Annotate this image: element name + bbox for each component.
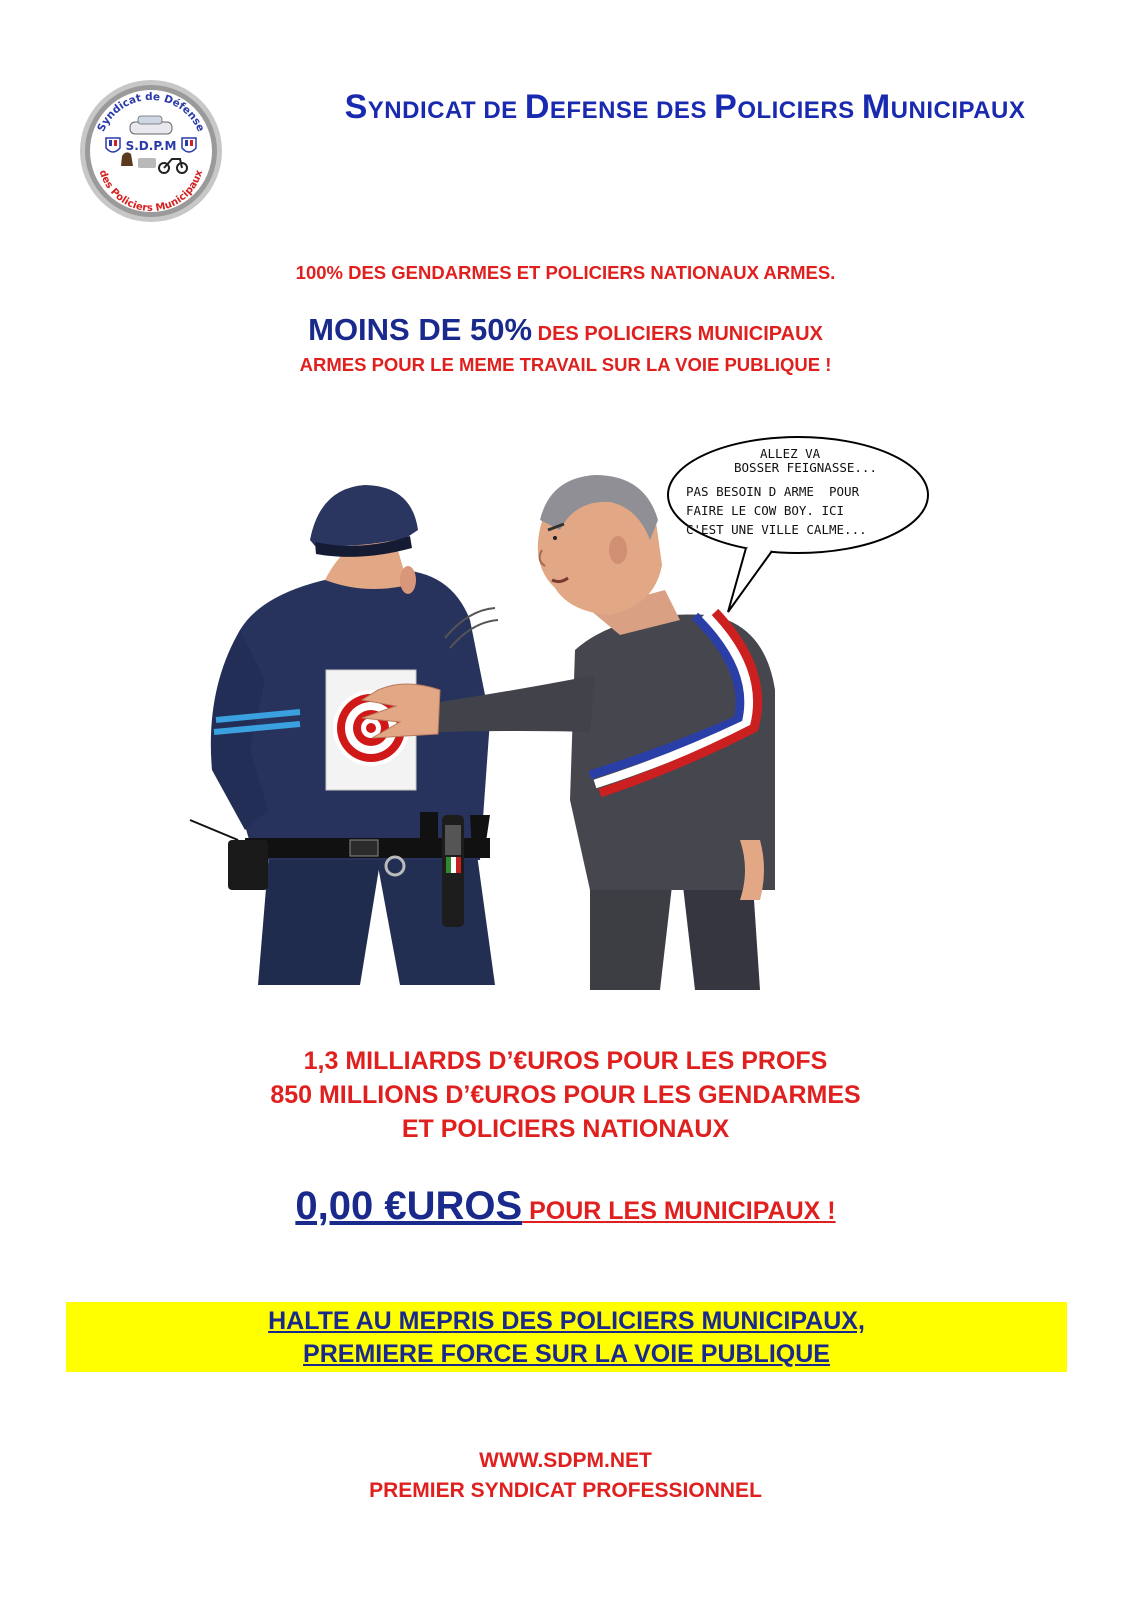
zero-amount: 0,00 €UROS bbox=[295, 1184, 523, 1228]
percent-rest: DES POLICIERS MUNICIPAUX bbox=[532, 323, 823, 345]
slogan-banner bbox=[66, 1302, 1067, 1372]
funding-line-2: 850 MILLIONS D’€UROS POUR LES GENDARMES bbox=[270, 1081, 861, 1109]
bubble-line-4: FAIRE LE COW BOY. ICI bbox=[686, 503, 845, 518]
percent-highlight: MOINS DE 50% bbox=[308, 312, 533, 347]
footer-tagline: PREMIER SYNDICAT PROFESSIONNEL bbox=[369, 1479, 762, 1502]
funding-line-1: 1,3 MILLIARDS D’€UROS POUR LES PROFS bbox=[303, 1047, 828, 1075]
bubble-line-1: ALLEZ VA bbox=[760, 446, 821, 461]
slogan-line-1: HALTE AU MEPRIS DES POLICIERS MUNICIPAUX, bbox=[268, 1307, 865, 1335]
zero-funding-statement bbox=[0, 1184, 1131, 1229]
bubble-line-5: C'EST UNE VILLE CALME... bbox=[686, 522, 867, 537]
cartoon-illustration bbox=[150, 420, 970, 1010]
slogan-line-2: PREMIERE FORCE SUR LA VOIE PUBLIQUE bbox=[303, 1340, 830, 1368]
funding-statement bbox=[0, 1044, 1131, 1146]
logo-center-text: S.D.P.M bbox=[125, 139, 177, 153]
bubble-line-2: BOSSER FEIGNASSE... bbox=[734, 460, 877, 475]
logo-arc-top: Syndicat de Défense bbox=[95, 90, 207, 134]
bubble-line-3: PAS BESOIN D ARME POUR bbox=[686, 484, 860, 499]
police-officer-figure bbox=[190, 485, 498, 985]
sdpm-logo bbox=[78, 78, 224, 224]
logo-arc-bottom: des Policiers Municipaux bbox=[96, 168, 206, 215]
zero-recipient: POUR LES MUNICIPAUX ! bbox=[522, 1197, 836, 1225]
funding-line-3: ET POLICIERS NATIONAUX bbox=[401, 1115, 730, 1143]
footer bbox=[0, 1446, 1131, 1506]
website-link[interactable]: WWW.SDPM.NET bbox=[479, 1449, 652, 1472]
statement-same-work: ARMES POUR LE MEME TRAVAIL SUR LA VOIE PUBLIQUE ! bbox=[299, 354, 832, 375]
statement-municipal-percent bbox=[0, 312, 1131, 348]
union-name: SYNDICAT DE DEFENSE DES POLICIERS MUNICIPAUX bbox=[344, 88, 1026, 126]
statement-national-armed: 100% DES GENDARMES ET POLICIERS NATIONAUX ARMES. bbox=[295, 262, 836, 283]
